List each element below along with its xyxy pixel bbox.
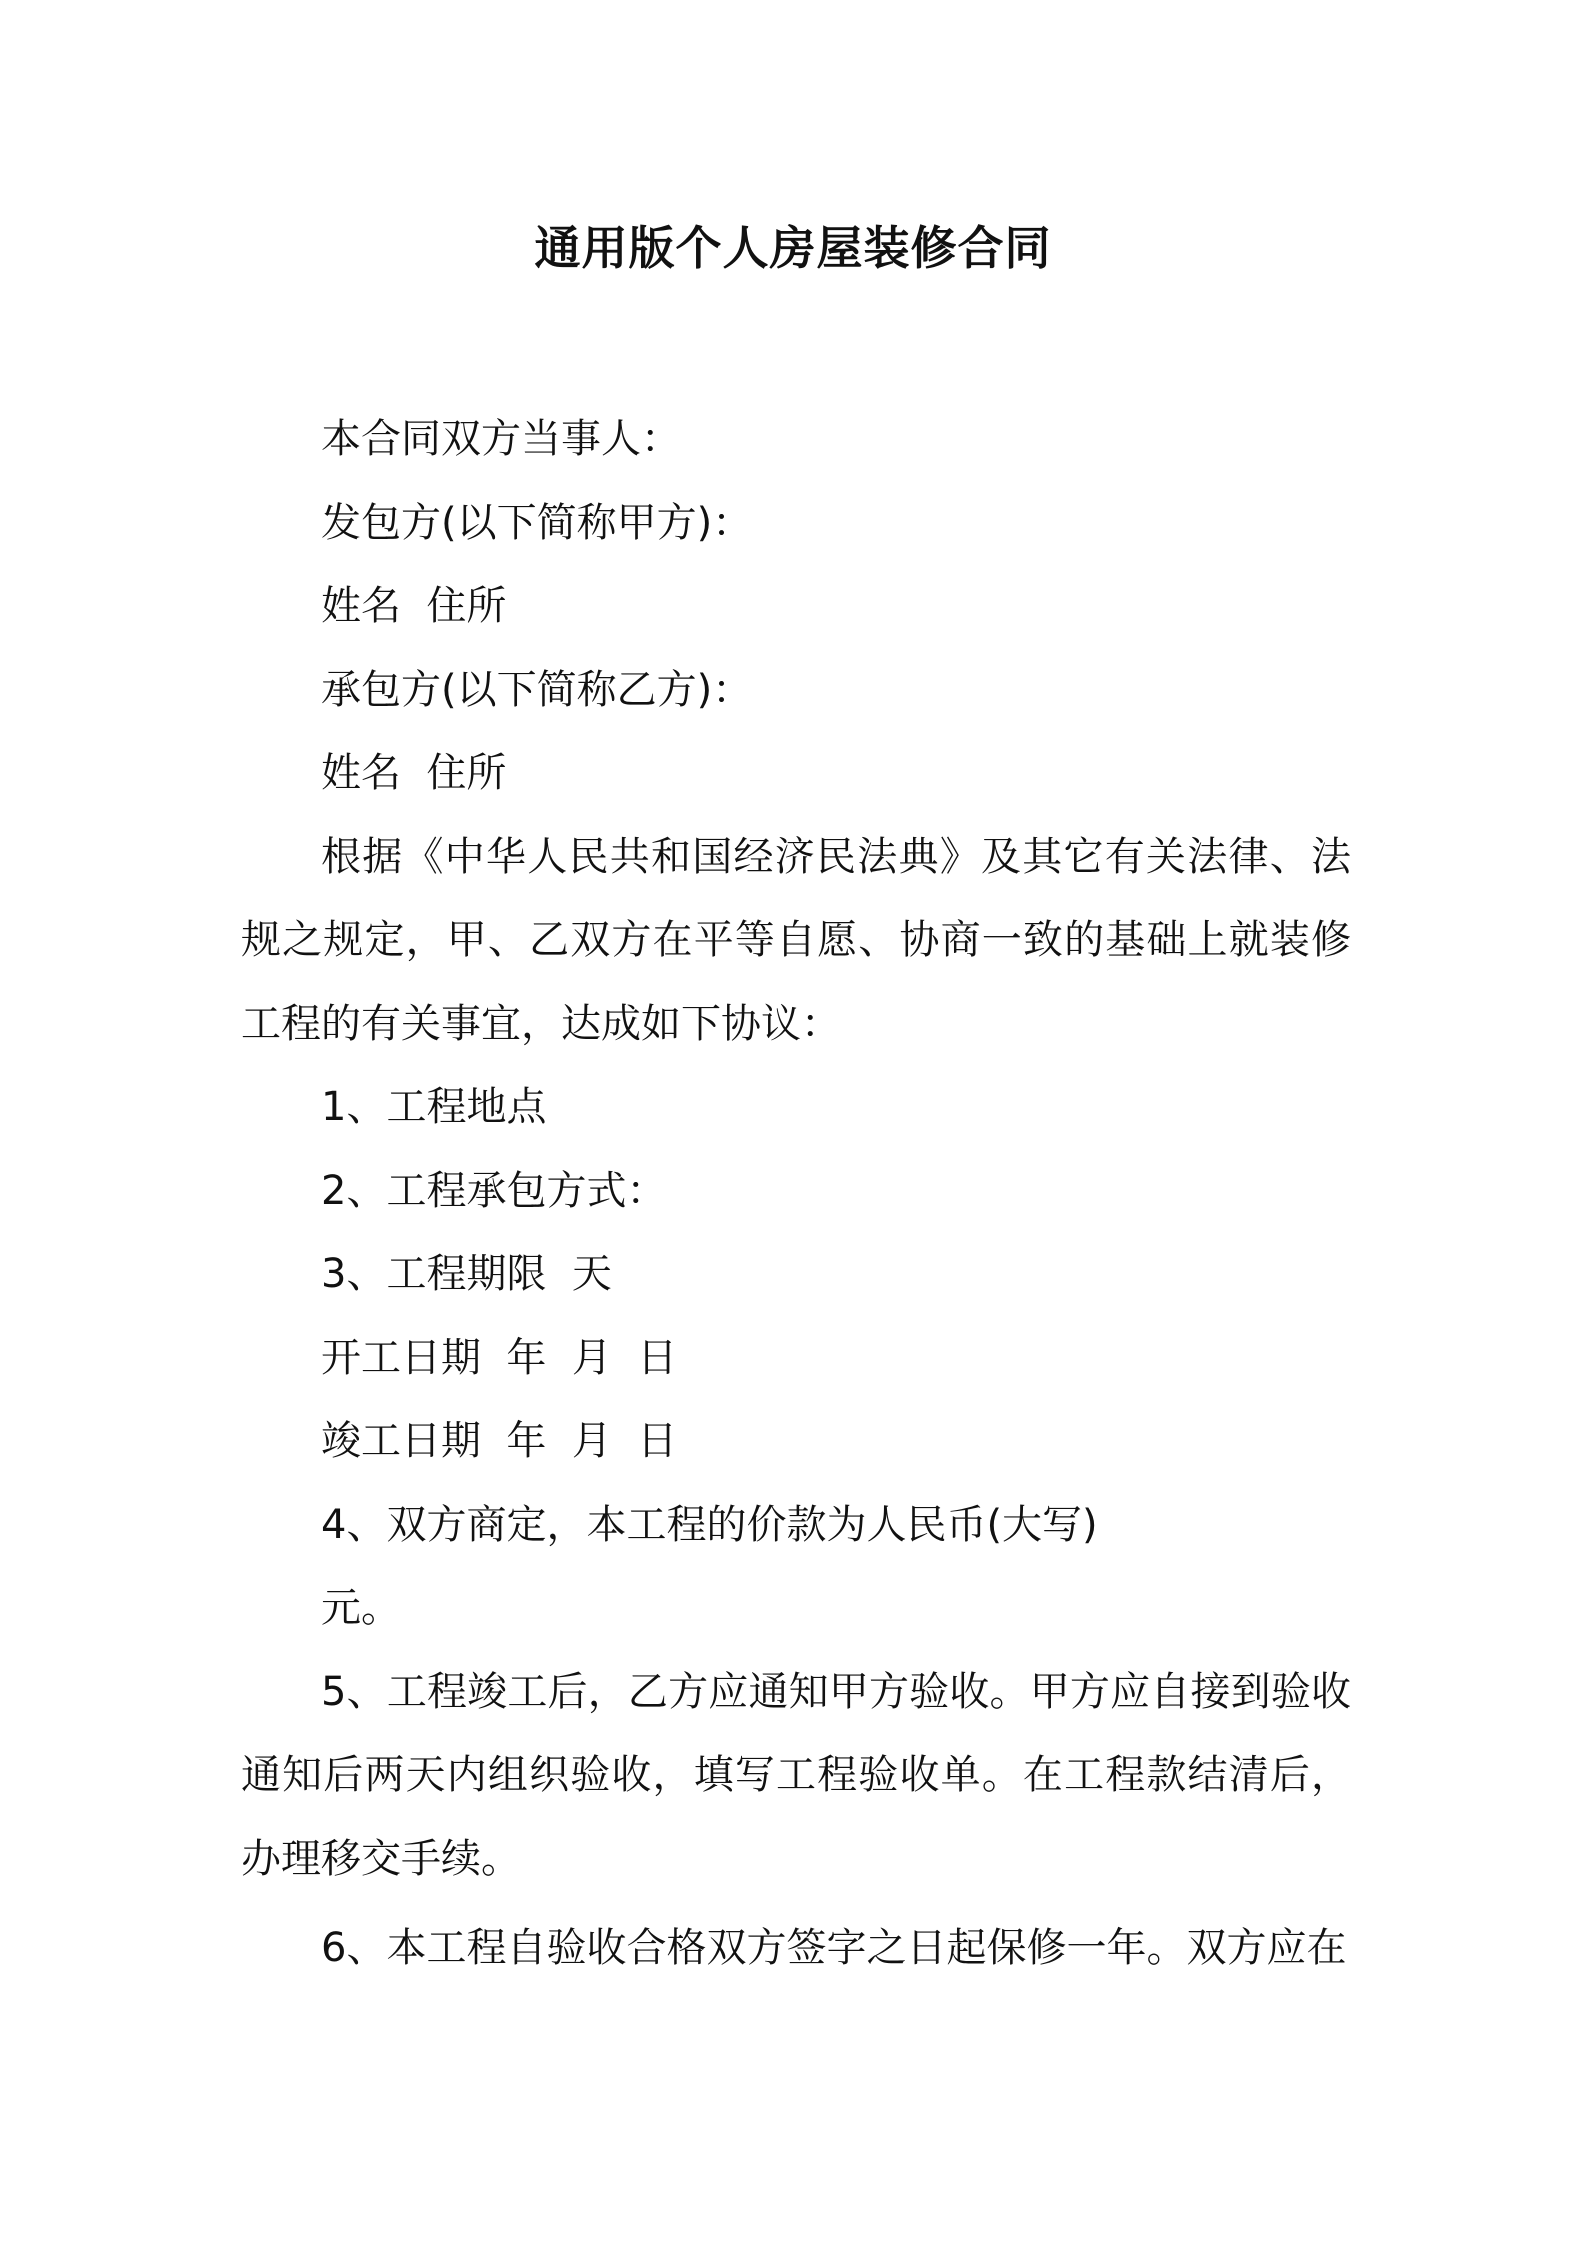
paragraph-parties: 本合同双方当事人： (321, 416, 681, 462)
paragraph-clause-1: 1、工程地点 (321, 1084, 547, 1130)
document-title: 通用版个人房屋装修合同 (534, 221, 1052, 275)
paragraph-party-b: 承包方(以下简称乙方)： (321, 666, 753, 713)
paragraph-preamble: 根据《中华人民共和国经济民法典》及其它有关法律、法规之规定，甲、乙双方在平等自愿、协商一致的基础上就装修工程的有关事宜，达成如下协议： (241, 833, 1351, 1047)
document-body (241, 398, 1351, 1991)
paragraph-end-date: 竣工日期 年 月 日 (321, 1418, 678, 1464)
paragraph-clause-6: 6、本工程自验收合格双方签字之日起保修一年。双方应在 (321, 1925, 1347, 1971)
paragraph-clause-5: 5、工程竣工后，乙方应通知甲方验收。甲方应自接到验收通知后两天内组织验收，填写工程验收单。在工程款结清后，办理移交手续。 (241, 1668, 1351, 1882)
paragraph-start-date: 开工日期 年 月 日 (321, 1334, 678, 1381)
paragraph-party-a-info: 姓名 住所 (321, 583, 507, 629)
paragraph-clause-4: 4、双方商定，本工程的价款为人民币(大写) (321, 1501, 1098, 1548)
paragraph-party-b-info: 姓名 住所 (321, 750, 507, 796)
paragraph-clause-4-unit: 元。 (321, 1585, 401, 1631)
paragraph-party-a: 发包方(以下简称甲方)： (321, 499, 753, 546)
paragraph-clause-2: 2、工程承包方式： (321, 1167, 667, 1214)
paragraph-clause-3: 3、工程期限 天 (321, 1251, 612, 1297)
